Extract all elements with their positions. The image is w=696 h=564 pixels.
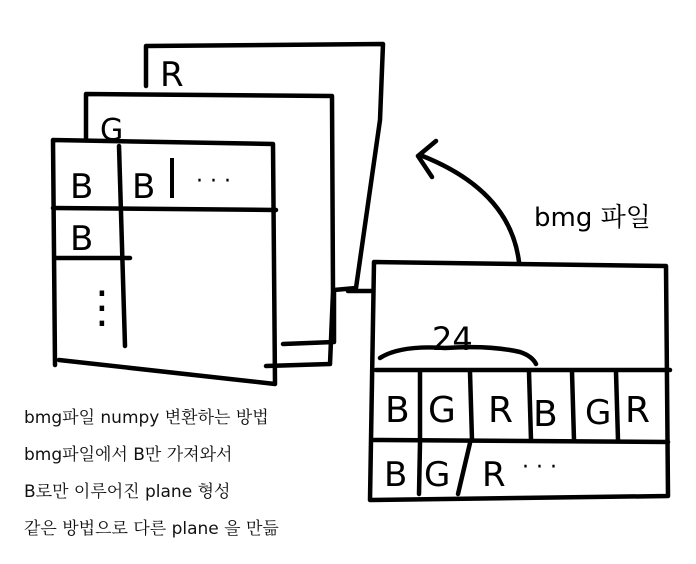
- curved-arrow: [420, 155, 519, 262]
- file-col-divider: [529, 372, 531, 440]
- g-plane-label: G: [100, 113, 124, 148]
- b-cell: B: [132, 167, 156, 207]
- file-byte: B: [384, 455, 408, 495]
- column-more-dots: ⋮: [80, 282, 124, 333]
- file-byte: R: [488, 390, 514, 431]
- file-byte: R: [625, 390, 651, 431]
- file-col-divider: [572, 372, 574, 440]
- file-byte: G: [428, 390, 456, 431]
- note-line: bmg파일 numpy 변환하는 방법: [24, 408, 269, 428]
- file-col-divider: [458, 443, 470, 494]
- note-line: 같은 방법으로 다른 plane 을 만듦: [24, 519, 279, 539]
- file-byte: G: [585, 393, 612, 433]
- b-cell: B: [70, 219, 94, 259]
- file-byte: B: [385, 390, 410, 431]
- row-more-dots: · · ·: [522, 455, 557, 480]
- file-byte: R: [482, 455, 506, 495]
- file-byte: B: [533, 394, 558, 435]
- row-more-dots: · · ·: [196, 169, 231, 194]
- file-col-divider: [470, 372, 472, 440]
- note-line: bmg파일에서 B만 가져와서: [24, 445, 233, 465]
- b-cell: B: [70, 167, 94, 207]
- b-plane-row-divider-1: [53, 208, 276, 210]
- file-title: bmg 파일: [534, 203, 651, 233]
- r-plane-label: R: [160, 55, 184, 95]
- note-line: B로만 이루어진 plane 형성: [24, 482, 231, 502]
- file-col-divider: [616, 372, 618, 440]
- byte-count: 24: [432, 320, 473, 358]
- file-byte: G: [424, 455, 451, 495]
- file-outline: [370, 262, 668, 500]
- notes-list: [24, 400, 279, 548]
- file-col-divider: [419, 443, 420, 494]
